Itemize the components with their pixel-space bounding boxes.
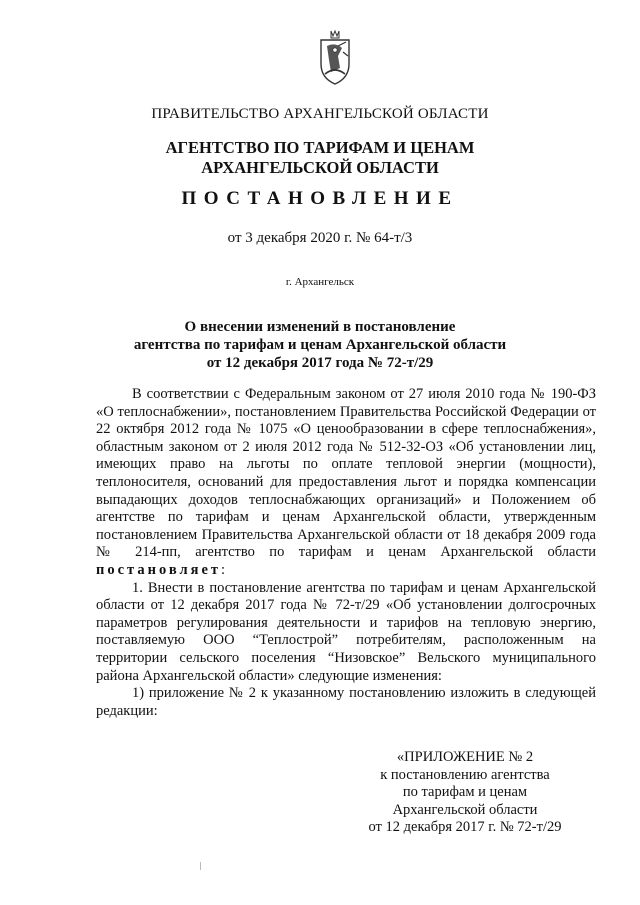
- body-paragraph-preamble: [96, 386, 596, 580]
- agency-name-line1: АГЕНТСТВО ПО ТАРИФАМ И ЦЕНАМ: [165, 138, 475, 157]
- document-date-number: от 3 декабря 2020 г. № 64-т/3: [227, 230, 413, 246]
- agency-name: [0, 138, 640, 178]
- agency-name-line2: АРХАНГЕЛЬСКОЙ ОБЛАСТИ: [201, 158, 439, 177]
- appendix-line4: Архангельской области: [392, 801, 538, 818]
- body-paragraph-item1: 1. Внести в постановление агентства по тарифам и ценам Архангельской области от 12 декабря 2017 года № 72-т/29 «Об установлении долгосрочных параметров регулирования деятельности и тарифов на тепловую энергию, поставляемую ООО “Теплострой” потребителям, расположенным на территории сельского поселения “Низовское” Вельского муниципального района Архангельской области» следующие изменения:: [96, 579, 596, 684]
- subject-line2: агентства по тарифам и ценам Архангельской области: [133, 337, 507, 353]
- document-body: [96, 386, 596, 720]
- government-name: ПРАВИТЕЛЬСТВО АРХАНГЕЛЬСКОЙ ОБЛАСТИ: [151, 106, 489, 122]
- decree-colon: :: [221, 561, 226, 578]
- document-type: ПОСТАНОВЛЕНИЕ: [181, 188, 459, 209]
- appendix-line2: к постановлению агентства: [380, 766, 550, 783]
- document-subject: [0, 318, 640, 372]
- document-city: г. Архангельск: [285, 276, 355, 288]
- subject-line1: О внесении изменений в постановление: [184, 319, 456, 335]
- appendix-line3: по тарифам и ценам: [402, 784, 528, 801]
- body-paragraph-subitem1: 1) приложение № 2 к указанному постановлению изложить в следующей редакции:: [96, 685, 596, 719]
- appendix-header: [340, 749, 590, 837]
- appendix-line5: от 12 декабря 2017 г. № 72-т/29: [368, 819, 562, 836]
- subject-line3: от 12 декабря 2017 года № 72-т/29: [206, 355, 434, 371]
- page-mark: [200, 862, 201, 870]
- arkhangelsk-coat-of-arms-icon: [316, 28, 354, 86]
- appendix-line1: «ПРИЛОЖЕНИЕ № 2: [396, 749, 534, 765]
- preamble-text: В соответствии с Федеральным законом от 27 июля 2010 года № 190-ФЗ «О теплоснабжении», постановлением Правительства Российской Федерации от 22 октября 2012 года № 1075 «О ценообразовании в сфере теплоснабжения», областным законом от 2 июля 2012 года № 512-32-ОЗ «Об установлении лиц, имеющих право на льготы по оплате тепловой энергии (мощности), теплоносителя, оснований для предоставления льгот и порядка компенсации выпадающих доходов теплоснабжающих организаций» и Положением об агентстве по тарифам и ценам Архангельской области, утвержденным постановлением Правительства Архангельской области от 18 декабря 2009 года № 214-пп, агентство по тарифам и ценам Архангельской области: [96, 386, 596, 561]
- decree-word: постановляет: [96, 561, 222, 578]
